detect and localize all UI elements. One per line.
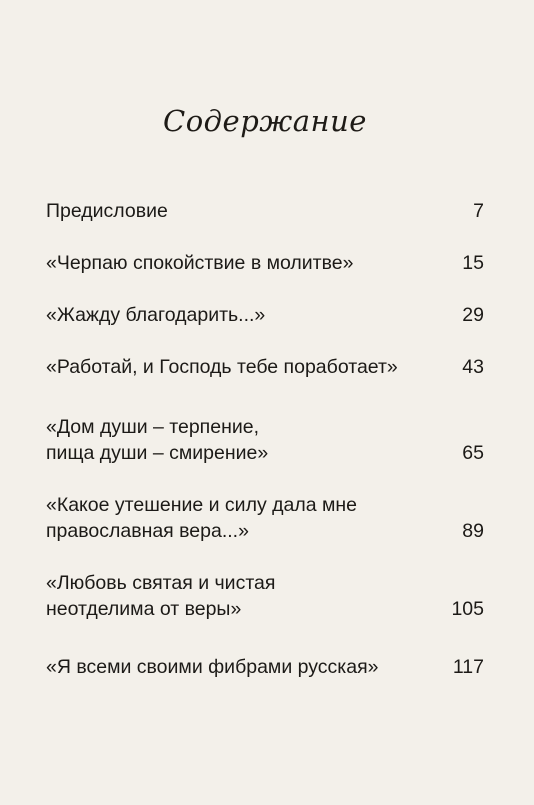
- toc-entry-title: [46, 414, 484, 466]
- toc-entry-line: «Какое утешение и силу дала мне: [46, 494, 358, 516]
- toc-entry-page: 7: [473, 200, 484, 222]
- toc-entry-title: [46, 198, 484, 224]
- toc-entry[interactable]: [46, 354, 484, 380]
- toc-entry-page: 65: [462, 442, 484, 464]
- toc-entry-title: [46, 250, 484, 276]
- toc-entry-line: «Любовь святая и чистая: [46, 572, 276, 594]
- toc-entry-line: неотделима от веры»: [46, 598, 242, 620]
- toc-entry-title: [46, 302, 484, 328]
- toc-entry-page: 43: [462, 356, 484, 378]
- toc-entry-line: Предисловие: [46, 200, 168, 222]
- toc-entry-title: [46, 354, 484, 380]
- toc-entry-title: [46, 654, 484, 680]
- toc-entry-page: 117: [452, 656, 484, 678]
- toc-entry-page: 29: [462, 304, 484, 326]
- toc-entry-page: 15: [462, 252, 484, 274]
- toc-page: [46, 0, 484, 805]
- toc-entry-line: православная вера...»: [46, 520, 249, 542]
- toc-entry[interactable]: [46, 570, 484, 622]
- toc-entry-line: «Дом души – терпение,: [46, 416, 260, 438]
- toc-entry-title: [46, 570, 484, 622]
- page-title: Содержание: [163, 104, 367, 138]
- toc-entry[interactable]: [46, 414, 484, 466]
- toc-entry-line: «Я всеми своими фибрами русская»: [46, 656, 379, 678]
- toc-entry-line: «Жажду благодарить...»: [46, 304, 266, 326]
- toc-entry-page: 105: [451, 598, 484, 620]
- toc-entry-page: 89: [462, 520, 484, 542]
- toc-entry[interactable]: [46, 302, 484, 328]
- toc-entry[interactable]: [46, 198, 484, 224]
- toc-entry-line: пища души – смирение»: [46, 442, 269, 464]
- toc-entry-line: «Черпаю спокойствие в молитве»: [46, 252, 354, 274]
- toc-entry-line: «Работай, и Господь тебе поработает»: [46, 356, 398, 378]
- toc-entry[interactable]: [46, 654, 484, 680]
- toc-entry[interactable]: [46, 250, 484, 276]
- toc-entry[interactable]: [46, 492, 484, 544]
- toc-entry-title: [46, 492, 484, 544]
